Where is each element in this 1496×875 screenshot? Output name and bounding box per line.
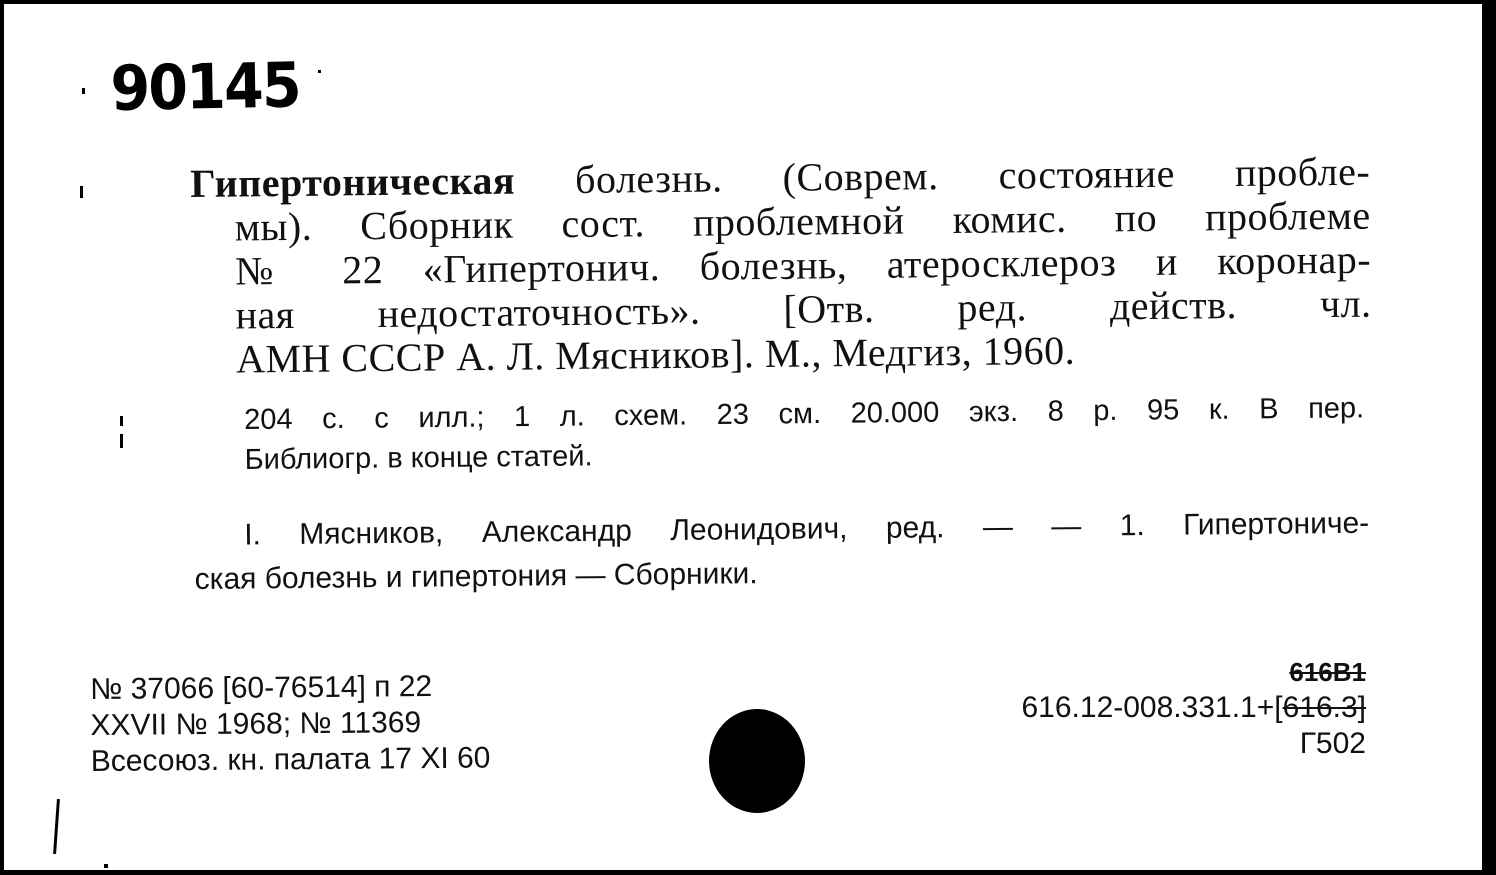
details-line-1: 204 с. с илл.; 1 л. схем. 23 см. 20.000 экз. 8 р. 95 к. В пер. <box>244 392 1365 436</box>
title-heading: Гипертоническая <box>189 157 516 206</box>
classification-main-prefix: 616.12-008.331.1+[ <box>1021 691 1283 724</box>
classification-code <box>1022 654 1367 762</box>
classification-main <box>1022 690 1367 726</box>
title-line-1-rest: болезнь. (Соврем. состояние пробле- <box>514 148 1371 203</box>
classification-main-struck: 616.3] <box>1282 691 1366 724</box>
index-line-1: I. Мясников, Александр Леонидович, ред. — — 1. Гипертониче- <box>244 506 1370 552</box>
registry-line-3: Всесоюз. кн. палата 17 XI 60 <box>90 741 491 778</box>
title-line-4: ная недостаточность». [Отв. ред. действ. чл. <box>235 280 1372 338</box>
scan-speck <box>53 799 60 854</box>
punch-hole <box>709 709 805 813</box>
registry-line-1: № 37066 [60-76514] п 22 <box>90 670 433 706</box>
bibliographic-description <box>190 150 1372 382</box>
scan-speck <box>82 88 85 94</box>
scan-speck <box>104 864 108 868</box>
scan-speck <box>80 186 83 198</box>
title-line-5: АМН СССР А. Л. Мясников]. М., Медгиз, 1960. <box>235 327 1076 382</box>
scan-speck <box>318 70 321 73</box>
classification-struck-code: 616В1 <box>1289 657 1366 687</box>
classification-bottom: Г502 <box>1299 727 1366 760</box>
details-line-2: Библиогр. в конце статей. <box>244 440 593 476</box>
registry-line-2: XXVII № 1968; № 11369 <box>90 706 422 742</box>
subject-index <box>194 502 1370 602</box>
title-line-2: мы). Сборник сост. проблемной комис. по проблеме <box>234 192 1371 250</box>
card-number: 90145 <box>109 48 301 125</box>
index-line-2: ская болезнь и гипертония — Сборники. <box>194 557 758 596</box>
physical-details <box>244 388 1365 480</box>
scan-speck <box>120 434 123 448</box>
scan-speck <box>120 416 123 426</box>
title-line-3: № 22 «Гипертонич. болезнь, атеросклероз и коронар- <box>234 236 1372 294</box>
catalog-card <box>4 4 1482 870</box>
registry-info <box>90 669 491 780</box>
